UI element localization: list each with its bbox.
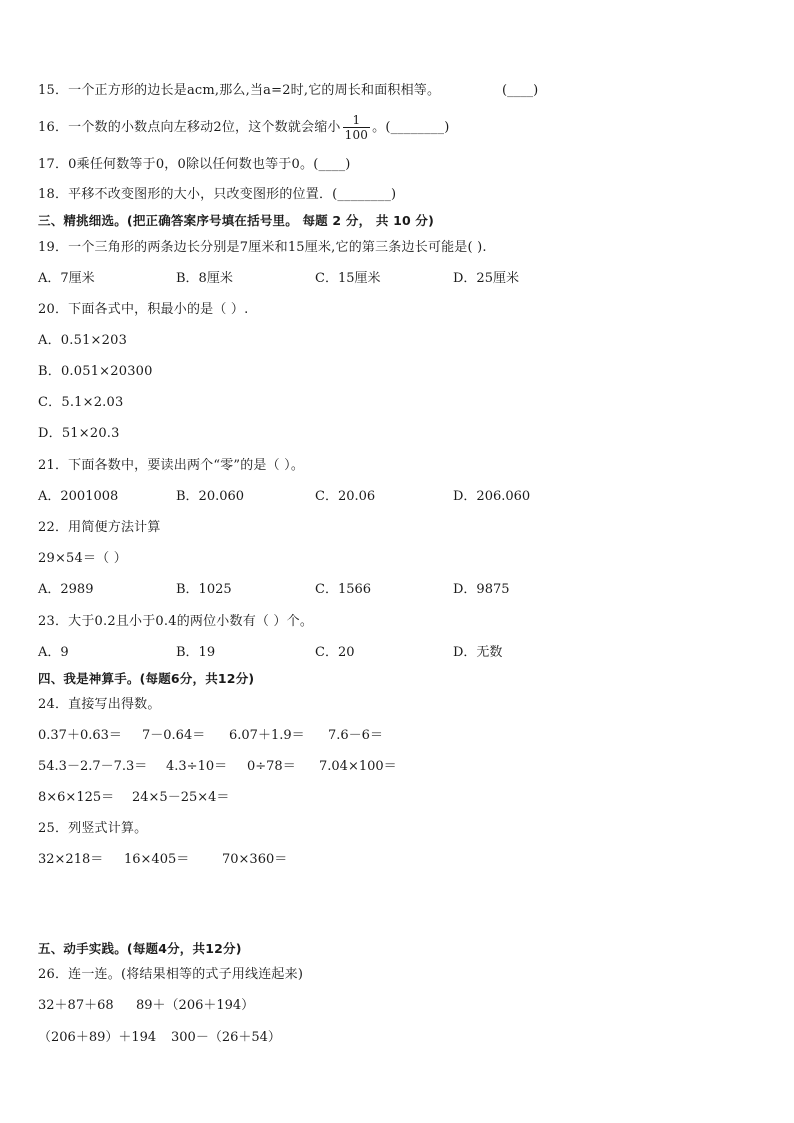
q23-option-a: A．9 [38, 645, 69, 660]
q25-item2: 16×405＝ [124, 852, 190, 867]
fraction-denominator: 100 [344, 128, 369, 142]
q25-item1: 32×218＝ [38, 852, 104, 867]
question-15 [38, 83, 440, 99]
question-15-bracket: (____) [502, 83, 539, 98]
q24-row1-item2: 7－0.64＝ [142, 728, 206, 743]
q20-option-d: D．51×20.3 [38, 426, 120, 441]
question-16-bracket: 。(________) [372, 120, 450, 135]
q24-row2-item1: 54.3－2.7－7.3＝ [38, 759, 148, 774]
question-22: 22．用简便方法计算 [38, 520, 161, 535]
q21-option-d: D．206.060 [453, 489, 531, 504]
question-20: 20．下面各式中，积最小的是（ ）. [38, 302, 249, 317]
fraction-numerator: 1 [343, 113, 371, 128]
q24-row1-item1: 0.37＋0.63＝ [38, 728, 122, 743]
q20-option-a: A．0.51×203 [38, 333, 128, 348]
q24-row2-item3: 0÷78＝ [247, 759, 296, 774]
question-18: 18．平移不改变图形的大小，只改变图形的位置．(________) [38, 187, 397, 202]
q20-option-b: B．0.051×20300 [38, 364, 153, 379]
q20-option-c: C．5.1×2.03 [38, 395, 124, 410]
question-26: 26．连一连。(将结果相等的式子用线连起来) [38, 967, 304, 982]
q19-option-c: C．15厘米 [315, 271, 381, 286]
q21-option-b: B．20.060 [176, 489, 245, 504]
question-16-text: 16．一个数的小数点向左移动2位，这个数就会缩小 [38, 120, 341, 135]
q26-row1-right: 89＋（206＋194） [136, 998, 255, 1013]
q19-option-b: B．8厘米 [176, 271, 233, 286]
q26-row2-left: （206＋89）＋194 [38, 1030, 157, 1045]
q24-row2-item4: 7.04×100＝ [319, 759, 397, 774]
question-16 [38, 110, 449, 146]
q24-row1-item3: 6.07＋1.9＝ [229, 728, 305, 743]
q22-option-b: B．1025 [176, 582, 232, 597]
question-17: 17．0乘任何数等于0，0除以任何数也等于0。(____) [38, 157, 351, 172]
q22-option-d: D．9875 [453, 582, 510, 597]
q24-row3-item2: 24×5－25×4＝ [132, 790, 230, 805]
question-15-text: 15．一个正方形的边长是acm,那么,当a=2时,它的周长和面积相等。 [38, 83, 441, 98]
q19-option-a: A．7厘米 [38, 271, 95, 286]
q21-option-c: C．20.06 [315, 489, 376, 504]
question-22-expression: 29×54＝（ ） [38, 551, 127, 566]
q25-item3: 70×360＝ [222, 852, 288, 867]
q19-option-d: D．25厘米 [453, 271, 519, 286]
q24-row3-item1: 8×6×125＝ [38, 790, 115, 805]
q23-option-c: C．20 [315, 645, 355, 660]
section-5-title: 五、动手实践。(每题4分，共12分) [38, 941, 242, 956]
question-24: 24．直接写出得数。 [38, 697, 161, 712]
q24-row2-item2: 4.3÷10＝ [166, 759, 228, 774]
q22-option-c: C．1566 [315, 582, 372, 597]
question-19: 19．一个三角形的两条边长分别是7厘米和15厘米,它的第三条边长可能是( ). [38, 240, 487, 255]
q26-row2-right: 300－（26＋54） [171, 1030, 281, 1045]
q23-option-b: B．19 [176, 645, 216, 660]
q24-row1-item4: 7.6－6＝ [328, 728, 383, 743]
q26-row1-left: 32＋87＋68 [38, 998, 114, 1013]
question-21: 21．下面各数中，要读出两个“零”的是（ ）。 [38, 458, 305, 473]
section-3-title: 三、精挑细选。(把正确答案序号填在括号里。 每题 2 分， 共 10 分) [38, 213, 435, 228]
question-23: 23．大于0.2且小于0.4的两位小数有（ ）个。 [38, 614, 314, 629]
q21-option-a: A．2001008 [38, 489, 119, 504]
q22-option-a: A．2989 [38, 582, 94, 597]
question-25: 25．列竖式计算。 [38, 821, 148, 836]
section-4-title: 四、我是神算手。(每题6分，共12分) [38, 671, 255, 686]
q23-option-d: D．无数 [453, 645, 503, 660]
question-16-fraction [343, 113, 371, 142]
